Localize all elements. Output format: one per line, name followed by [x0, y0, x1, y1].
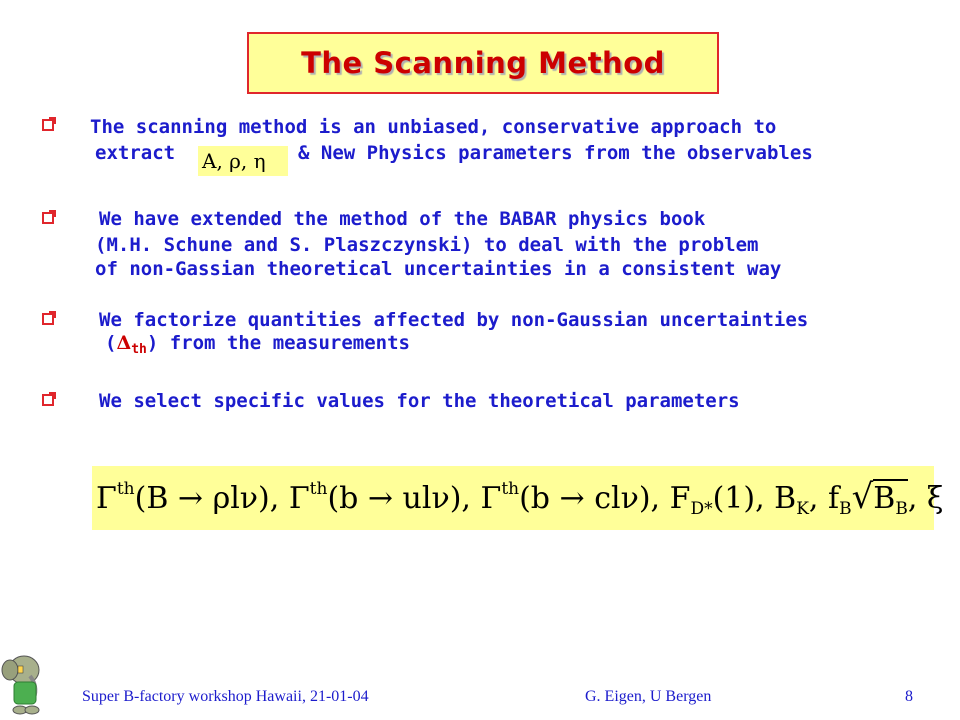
formula-box — [92, 466, 944, 530]
delta-subscript: th — [131, 342, 147, 357]
formula: $\Gamma^{th}(B \to \rho l\nu)$, $\Gamma^{th}(b \to ul\nu)$, $\Gamma^{th}(b \to cl\nu)$, $F_{D*}(1)$, $B_K$, $f_B√B_B$, ξ — [96, 477, 944, 519]
bullet-2-line-1: We have extended the method of the BABAR physics book — [99, 208, 706, 230]
bullet-4-line-1: We select specific values for the theoretical parameters — [99, 390, 740, 412]
footer-workshop: Super B-factory workshop Hawaii, 21-01-04 — [82, 688, 369, 705]
bullet-3-line-2-text: ) from the measurements — [146, 332, 410, 354]
bullet-3-line-2 — [105, 332, 410, 361]
bullet-3-icon — [42, 313, 54, 325]
title-box — [247, 32, 719, 94]
bullet-1-math: A, ρ, η — [202, 149, 266, 173]
bullet-2-line-3: of non-Gassian theoretical uncertainties in a consistent way — [95, 258, 782, 280]
bullet-1-icon — [42, 119, 54, 131]
footer-authors: G. Eigen, U Bergen — [585, 688, 712, 705]
bullet-2-line-2: (M.H. Schune and S. Plaszczynski) to deal with the problem — [95, 234, 759, 256]
bullet-4-icon — [42, 394, 54, 406]
bullet-2-icon — [42, 212, 54, 224]
bullet-1-line-2-end: & New Physics parameters from the observables — [298, 142, 813, 164]
slide-title: The Scanning Method — [301, 46, 665, 80]
delta-symbol: Δ — [116, 332, 132, 354]
bullet-1-line-2-start: extract — [95, 142, 176, 164]
bullet-1-math-box — [198, 146, 288, 176]
babar-elephant-logo — [0, 648, 50, 718]
bullet-1-line-1: The scanning method is an unbiased, conservative approach to — [90, 116, 777, 138]
page-number: 8 — [905, 688, 913, 705]
bullet-3-open-paren: ( — [105, 332, 117, 354]
bullet-3-line-1: We factorize quantities affected by non-Gaussian uncertainties — [99, 309, 809, 331]
